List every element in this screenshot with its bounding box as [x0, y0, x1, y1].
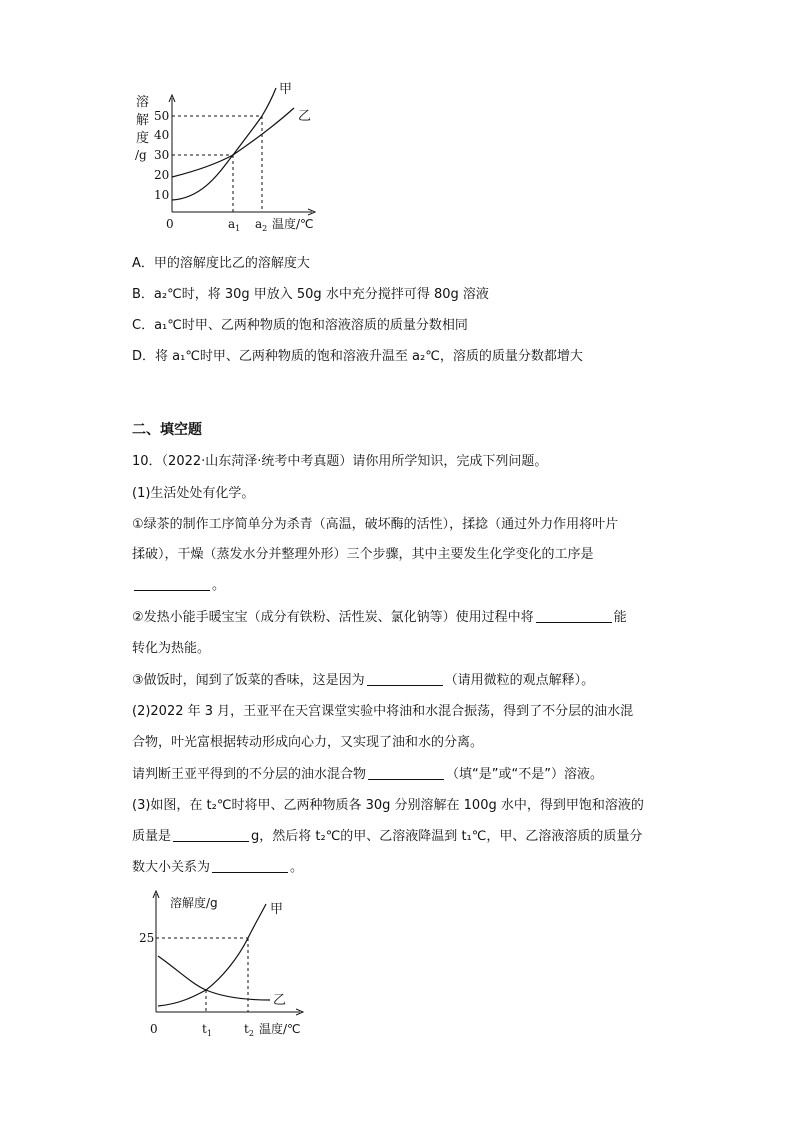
figure1-y-label-2: 解: [136, 113, 150, 128]
q10-part2-after: （填“是”或“不是”）溶液。: [446, 767, 603, 782]
figure1-series-jia: 甲: [279, 82, 293, 97]
figure2-curve-yi: [158, 956, 270, 1000]
q10-item1-end: 。: [212, 578, 226, 593]
figure1-curve-yi: [172, 108, 294, 177]
figure1-ytick-10: 10: [154, 188, 170, 202]
q10-part3-line3: [132, 859, 303, 877]
figure2-y-label: 溶解度/g: [170, 896, 218, 910]
figure2-xtick-t1: $t_1$: [202, 1022, 212, 1038]
option-b: B．a₂℃时，将 30g 甲放入 50g 水中充分搅拌可得 80g 溶液: [132, 287, 489, 302]
q10-item1-line1: ①绿茶的制作工序简单分为杀青（高温，破坏酶的活性），揉捻（通过外力作用将叶片: [132, 517, 619, 532]
figure1-xtick-a1: $a_1$: [228, 217, 241, 233]
q10-part2-line1: (2)2022 年 3 月，王亚平在天宫课堂实验中将油和水混合振荡，得到了不分层的油水混: [132, 704, 634, 719]
figure2-curve-jia: [158, 904, 266, 1006]
section-title: 二、填空题: [132, 422, 202, 438]
q10-item1-answer-line: [132, 577, 225, 595]
figure2-ytick-25: 25: [139, 931, 155, 945]
q10-item2-line1: [132, 609, 627, 627]
figure2-chart: [139, 894, 301, 1038]
answer-blank-2[interactable]: [536, 609, 612, 623]
q10-part2-before: 请判断王亚平得到的不分层的油水混合物: [132, 767, 367, 782]
option-c: C．a₁℃时甲、乙两种物质的饱和溶液溶质的质量分数相同: [132, 318, 468, 333]
q10-item1-line2: 揉破），干燥（蒸发水分并整理外形）三个步骤，其中主要发生化学变化的工序是: [132, 547, 594, 562]
q10-part2-line2: 合物，叶光富根据转动形成向心力，又实现了油和水的分离。: [132, 735, 484, 750]
q10-part3-line2: [132, 828, 642, 846]
q10-part3-line1: (3)如图，在 t₂℃时将甲、乙两种物质各 30g 分别溶解在 100g 水中，得到甲饱和溶液的: [132, 798, 644, 813]
figure2-origin: 0: [150, 1022, 158, 1036]
q10-part1: (1)生活处处有化学。: [132, 486, 255, 501]
q10-item2-after: 能: [613, 610, 627, 625]
figure1-ytick-20: 20: [154, 168, 170, 182]
q10-item3-before: ③做饭时，闻到了饭菜的香味，这是因为: [132, 673, 365, 688]
answer-blank-1[interactable]: [134, 577, 210, 591]
answer-blank-3[interactable]: [367, 672, 443, 686]
q10-item3-after: （请用微粒的观点解释）。: [444, 673, 595, 688]
figure1-ytick-40: 40: [154, 128, 170, 142]
figure1-y-label-1: 溶: [136, 95, 150, 110]
q10-item2-line2: 转化为热能。: [132, 641, 211, 656]
q10-part3-l2-before: 质量是: [132, 829, 172, 844]
figure2-x-label: 温度/℃: [259, 1022, 301, 1036]
q10-item2-before: ②发热小能手暖宝宝（成分有铁粉、活性炭、氯化钠等）使用过程中将: [132, 610, 534, 625]
q10-intro: 10．（2022·山东菏泽·统考中考真题）请你用所学知识，完成下列问题。: [132, 454, 548, 469]
option-a: A．甲的溶解度比乙的溶解度大: [132, 256, 310, 271]
figure1-y-label-4: /g: [135, 148, 147, 162]
figure2-series-jia: 甲: [270, 902, 284, 917]
figure1-origin: 0: [166, 217, 174, 231]
option-d: D．将 a₁℃时甲、乙两种物质的饱和溶液升温至 a₂℃，溶质的质量分数都增大: [132, 349, 583, 364]
figure1-x-label: 温度/℃: [272, 217, 314, 231]
q10-part2-question: [132, 766, 603, 784]
figure1-chart: [135, 82, 314, 233]
answer-blank-4[interactable]: [368, 766, 444, 780]
q10-item3: [132, 672, 594, 690]
figure1-xtick-a2: $a_2$: [255, 217, 268, 233]
figure1-ytick-50: 50: [154, 109, 170, 123]
answer-blank-5[interactable]: [173, 828, 249, 842]
q10-part3-l3-before: 数大小关系为: [132, 860, 211, 875]
figure2-series-yi: 乙: [273, 993, 287, 1008]
figure1-y-label-3: 度: [136, 131, 150, 146]
answer-blank-6[interactable]: [212, 859, 288, 873]
figure1-ytick-30: 30: [154, 148, 170, 162]
figure1-curve-jia: [172, 88, 276, 200]
q10-part3-l2-after: g，然后将 t₂℃的甲、乙溶液降温到 t₁℃，甲、乙溶液溶质的质量分: [251, 829, 643, 844]
figure2-xtick-t2: $t_2$: [244, 1022, 254, 1038]
figure1-series-yi: 乙: [298, 109, 312, 124]
q10-part3-l3-after: 。: [290, 860, 304, 875]
